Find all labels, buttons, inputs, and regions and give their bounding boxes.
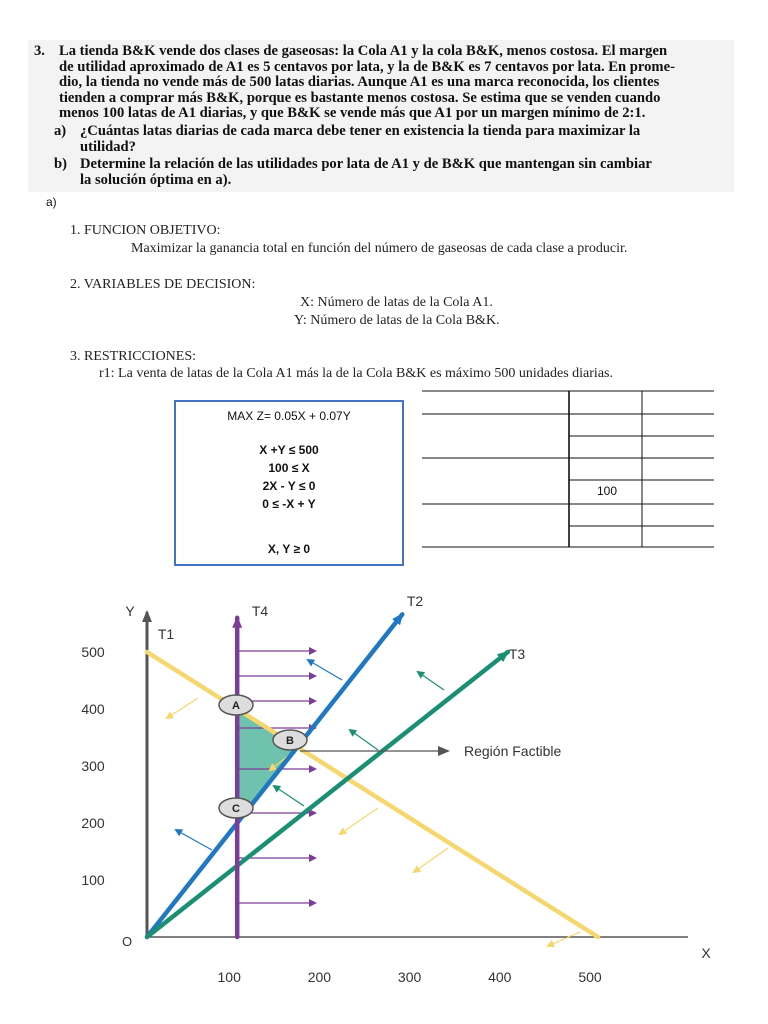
constraint-line-t3 [147, 652, 508, 937]
x-tick-label: 200 [307, 969, 332, 985]
variable-y: Y: Número de latas de la Cola B&K. [294, 313, 500, 328]
feasible-region-label: Región Factible [464, 743, 562, 759]
part-a-label: a) [46, 195, 57, 209]
problem-text [59, 44, 735, 122]
constraint: 0 ≤ -X + Y [262, 497, 316, 511]
constraint-direction-arrow [340, 808, 378, 834]
line-label-t3: T3 [508, 646, 526, 662]
problem-statement [28, 40, 734, 192]
nonnegativity-constraint: X, Y ≥ 0 [267, 542, 311, 556]
y-tick-label: 400 [81, 701, 105, 717]
constraint-direction-arrow [414, 848, 448, 872]
restriction-r1: r1: La venta de latas de la Cola A1 más la de la Cola B&K es máximo 500 unidades diarias. [99, 366, 613, 381]
problem-number: 3. [34, 43, 45, 59]
constraint-line-t2 [147, 614, 402, 937]
vertex-label-a: A [232, 700, 240, 712]
problem-line: La tienda B&K vende dos clases de gaseosas: la Cola A1 y la cola B&K, menos costosa. El margen [59, 43, 668, 59]
x-tick-label: 300 [397, 969, 422, 985]
constraint-direction-arrow [176, 830, 212, 850]
line-label-t1: T1 [157, 626, 175, 642]
question-b-line: Determine la relación de las utilidades por lata de A1 y de B&K que mantengan sin cambiar [80, 156, 652, 172]
problem-line: de utilidad aproximado de A1 es 5 centavos por lata, y la de B&K es 7 centavos por lata. En prome- [59, 58, 675, 75]
constraint-direction-arrow [167, 698, 198, 718]
constraint: 2X - Y ≤ 0 [262, 479, 316, 493]
constraint-direction-arrow [308, 660, 342, 680]
model-box [174, 400, 404, 566]
x-axis-label: X [701, 945, 711, 961]
question-a-label: a) [54, 123, 67, 139]
vertex-label-b: B [286, 735, 294, 747]
x-tick-label: 400 [488, 969, 512, 985]
problem-line: tienden a comprar más B&K, porque es bastante menos costosa. Se estima que se venden cuando [59, 89, 661, 106]
item3-label: 3. RESTRICCIONES: [70, 349, 197, 364]
problem-line: menos 100 latas de A1 diarias, y que B&K se vende más que A1 por un margen mínimo de 2:1. [59, 105, 646, 122]
table-cell: 100 [597, 484, 618, 498]
item2-label: 2. VARIABLES DE DECISION: [70, 277, 256, 292]
origin-label: O [121, 934, 133, 949]
x-tick-label: 100 [217, 969, 241, 985]
constraint: X +Y ≤ 500 [259, 443, 319, 457]
y-tick-label: 500 [81, 644, 105, 660]
lp-graph [0, 580, 768, 1024]
y-axis-label: Y [125, 603, 135, 619]
question-b-line: la solución óptima en a). [80, 171, 232, 188]
constraint-line-t1 [147, 652, 598, 937]
vertex-label-c: C [232, 803, 240, 815]
line-label-t4: T4 [251, 603, 269, 619]
item1-label: 1. FUNCION OBJETIVO: [70, 223, 221, 238]
variable-x: X: Número de latas de la Cola A1. [300, 295, 493, 310]
constraint: 100 ≤ X [268, 461, 310, 475]
question-a-line: utilidad? [80, 138, 136, 155]
question-b-label: b) [54, 156, 67, 172]
constraint-direction-arrow [418, 672, 444, 690]
problem-line: dio, la tienda no vende más de 500 latas diarias. Aunque A1 es una marca reconocida, los clientes [59, 74, 660, 91]
y-tick-label: 100 [81, 872, 105, 888]
objective-function: MAX Z= 0.05X + 0.07Y [227, 409, 351, 423]
constraint-direction-arrow [350, 730, 378, 750]
constraint-direction-arrow [274, 786, 304, 806]
side-table [420, 388, 716, 552]
question-a-line: ¿Cuántas latas diarias de cada marca debe tener en existencia la tienda para maximizar la [80, 123, 641, 139]
y-tick-label: 200 [81, 815, 105, 831]
y-tick-label: 300 [81, 758, 105, 774]
line-label-t2: T2 [406, 593, 424, 609]
objective-description: Maximizar la ganancia total en función del número de gaseosas de cada clase a producir. [131, 241, 628, 256]
constraint-direction-arrow [548, 932, 580, 946]
x-tick-label: 500 [578, 969, 602, 985]
